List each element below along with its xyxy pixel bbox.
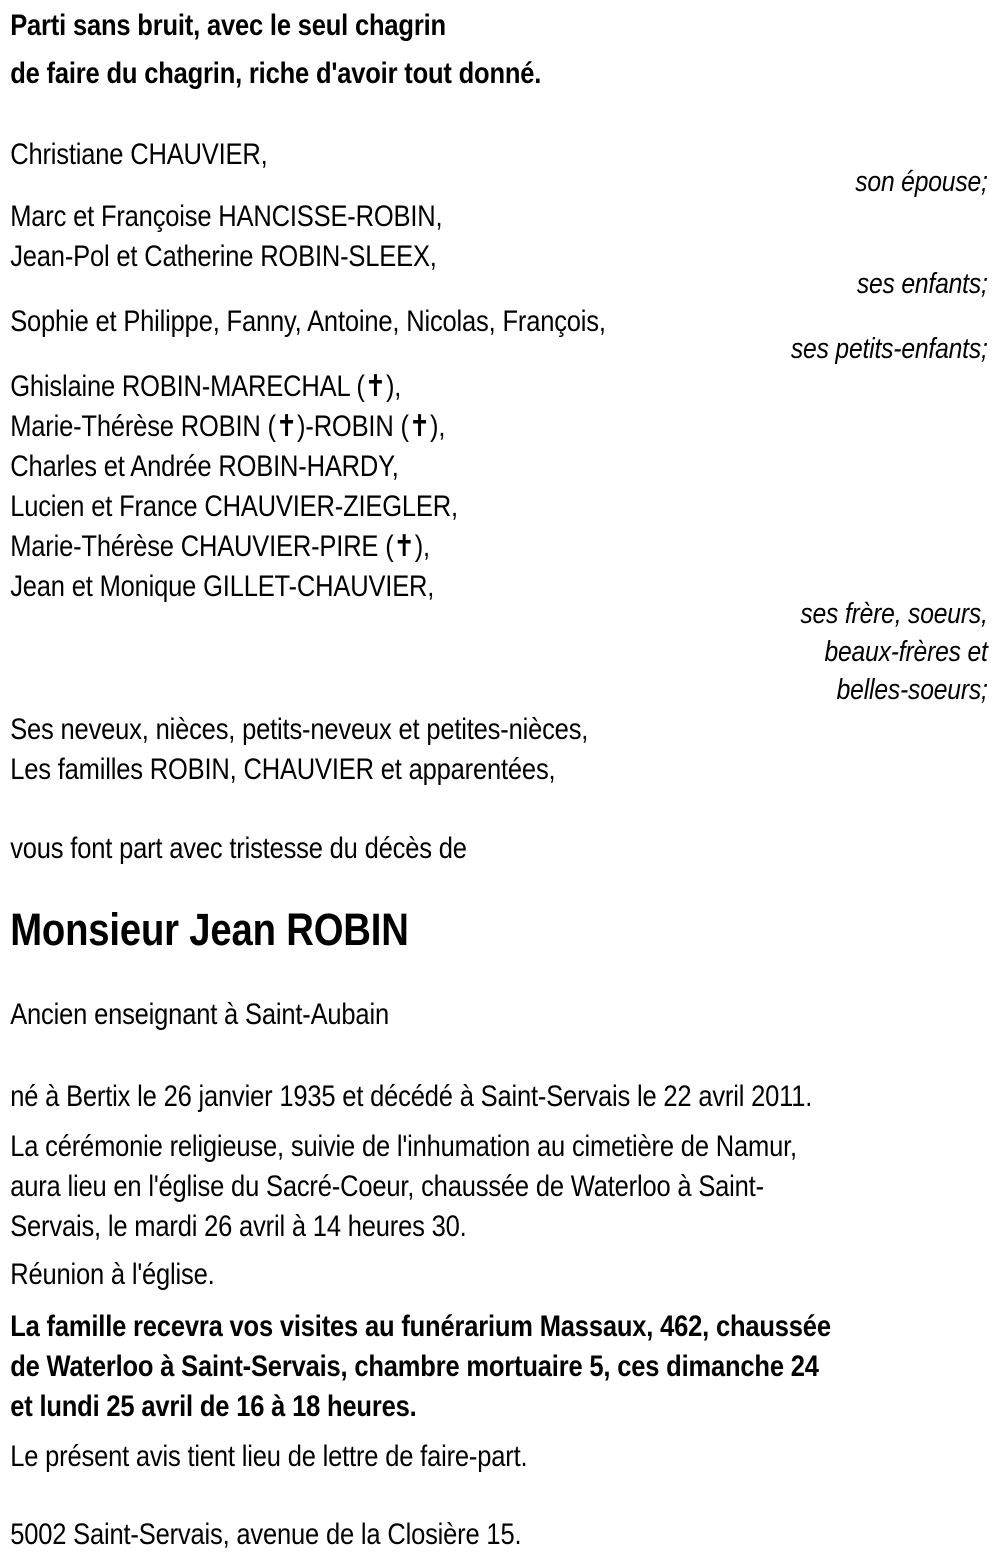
mourner-group-children [10,197,988,303]
ceremony-line: aura lieu en l'église du Sacré-Coeur, chaussée de Waterloo à Saint- [10,1170,764,1203]
mourner-name: Marie-Thérèse CHAUVIER-PIRE (✝), [10,530,430,563]
mourner-name: Sophie et Philippe, Fanny, Antoine, Nicolas, François, [10,305,606,338]
life-dates-line: né à Bertix le 26 janvier 1935 et décédé à Saint-Servais le 22 avril 2011. [10,1080,813,1113]
mourner-group-grandchildren [10,302,988,368]
mourner-name: Marie-Thérèse ROBIN (✝)-ROBIN (✝), [10,410,446,443]
epigraph-line: Parti sans bruit, avec le seul chagrin [10,9,446,42]
visits-line: et lundi 25 avril de 16 à 18 heures. [10,1390,417,1423]
address-line: 5002 Saint-Servais, avenue de la Closière 15. [10,1518,522,1551]
relation-label: ses enfants; [856,268,988,300]
visits-line: de Waterloo à Saint-Servais, chambre mortuaire 5, ces dimanche 24 [10,1350,819,1383]
mourner-name: Charles et Andrée ROBIN-HARDY, [10,450,399,483]
mourner-name: Jean et Monique GILLET-CHAUVIER, [10,570,435,603]
visits-paragraph [10,1307,988,1427]
epigraph-line: de faire du chagrin, riche d'avoir tout donné. [10,57,542,90]
relation-block [10,595,988,709]
mourner-group-siblings [10,367,988,709]
mourner-name: Christiane CHAUVIER, [10,138,268,171]
ceremony-paragraph [10,1127,988,1247]
mourner-group-extended-family [10,710,988,790]
mourner-group-spouse [10,135,988,201]
relation-label: belles-soeurs; [836,674,988,706]
mourner-name: Ses neveux, nièces, petits-neveux et petites-nièces, [10,713,589,746]
mourner-name: Ghislaine ROBIN-MARECHAL (✝), [10,370,402,403]
ceremony-line: La cérémonie religieuse, suivie de l'inhumation au cimetière de Namur, [10,1130,797,1163]
mourner-name: Jean-Pol et Catherine ROBIN-SLEEX, [10,240,437,273]
meeting-line: Réunion à l'église. [10,1258,215,1291]
mourner-name: Marc et Françoise HANCISSE-ROBIN, [10,200,443,233]
ceremony-line: Servais, le mardi 26 avril à 14 heures 30. [10,1210,467,1243]
epigraph [10,2,988,98]
relation-label: ses petits-enfants; [790,333,988,365]
visits-line: La famille recevra vos visites au funérarium Massaux, 462, chaussée [10,1310,831,1343]
mourner-name: Les familles ROBIN, CHAUVIER et apparentées, [10,753,556,786]
deceased-occupation: Ancien enseignant à Saint-Aubain [10,998,389,1031]
deceased-name: Monsieur Jean ROBIN [10,904,409,955]
relation-label: ses frère, soeurs, [800,598,988,630]
announcement-line: vous font part avec tristesse du décès de [10,832,467,865]
notice-line: Le présent avis tient lieu de lettre de faire-part. [10,1440,528,1473]
mourner-name: Lucien et France CHAUVIER-ZIEGLER, [10,490,458,523]
relation-label: beaux-frères et [824,636,988,668]
relation-label: son épouse; [855,166,988,198]
